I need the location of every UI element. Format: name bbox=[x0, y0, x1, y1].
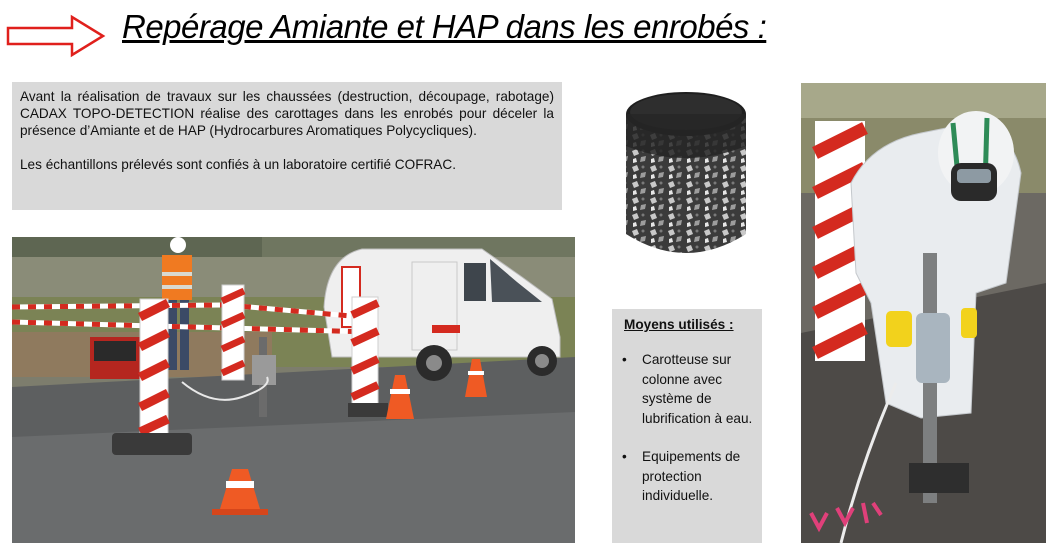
worker-photo bbox=[801, 83, 1046, 543]
right-arrow-icon bbox=[6, 14, 106, 58]
list-item bbox=[622, 350, 754, 428]
bullet-icon: • bbox=[622, 352, 627, 367]
means-item-text: Carotteuse sur colonne avec système de lubrification à eau. bbox=[642, 352, 753, 426]
site-photo bbox=[12, 237, 575, 543]
intro-panel bbox=[12, 82, 562, 210]
list-item bbox=[622, 447, 754, 506]
means-item-text: Equipements de protection individuelle. bbox=[642, 449, 741, 503]
means-list bbox=[622, 350, 754, 506]
bullet-icon: • bbox=[622, 449, 627, 464]
core-sample-image bbox=[612, 84, 760, 264]
intro-paragraph: Avant la réalisation de travaux sur les chaussées (destruction, découpage, rabotage) CADAX TOPO-DETECTION réalise des carottages dans les enrobés pour déceler la présence d’Amiante et de HAP (Hydrocarbures Aromatiques Polycycliques). bbox=[20, 89, 554, 138]
means-panel bbox=[612, 309, 762, 543]
means-heading: Moyens utilisés : bbox=[624, 317, 734, 332]
intro-paragraph-lab: Les échantillons prélevés sont confiés à un laboratoire certifié COFRAC. bbox=[20, 157, 456, 172]
page-title: Repérage Amiante et HAP dans les enrobés : bbox=[122, 8, 767, 45]
